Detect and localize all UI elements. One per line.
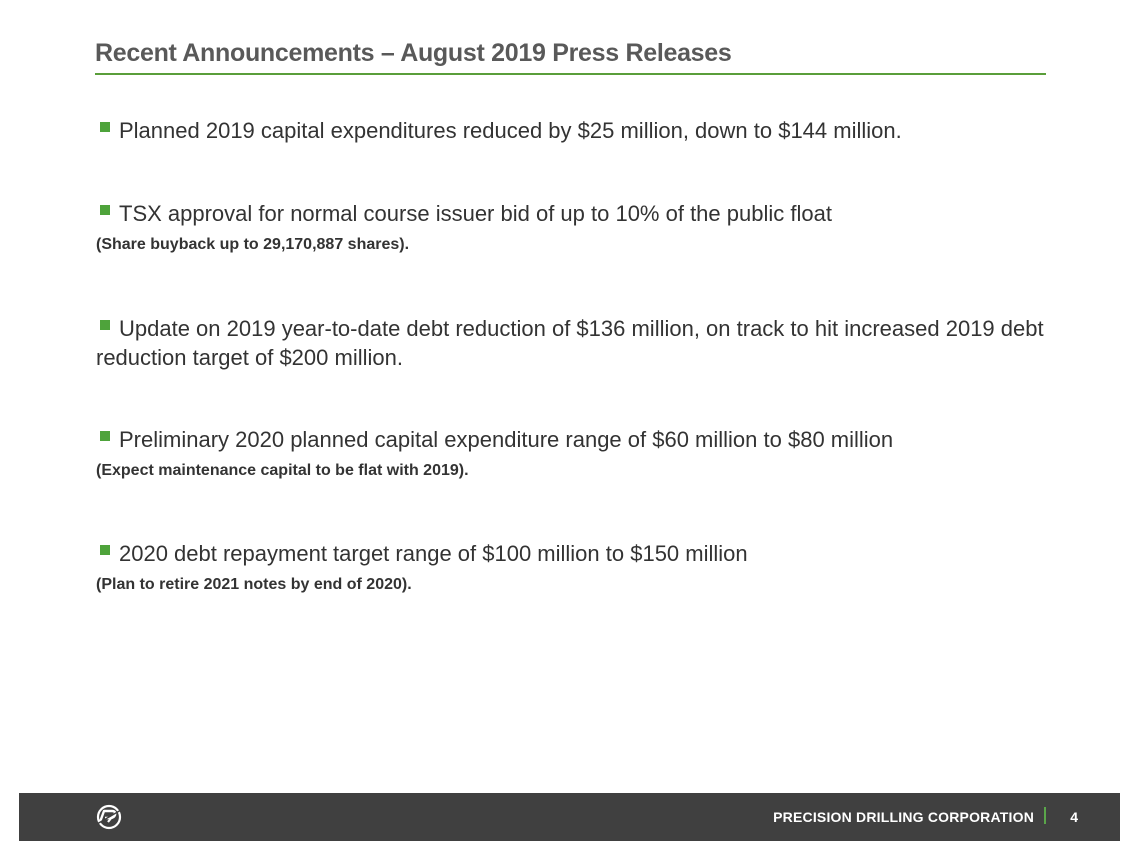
bullet-item <box>96 116 1056 145</box>
bullet-item <box>96 425 1056 482</box>
bullet-text: Planned 2019 capital expenditures reduced by $25 million, down to $144 million. <box>119 118 902 143</box>
footer-company-name: PRECISION DRILLING CORPORATION <box>773 809 1034 825</box>
precision-drilling-logo-icon <box>94 803 124 831</box>
footer-divider <box>1044 807 1046 824</box>
bullet-square-icon <box>100 431 110 441</box>
page-number: 4 <box>1070 809 1078 825</box>
title-divider <box>95 73 1046 75</box>
bullet-square-icon <box>100 122 110 132</box>
bullet-square-icon <box>100 320 110 330</box>
bullet-item <box>96 539 1056 596</box>
bullet-note: (Share buyback up to 29,170,887 shares). <box>96 236 410 253</box>
bullet-text: TSX approval for normal course issuer bid of up to 10% of the public float <box>119 201 832 226</box>
bullet-note: (Expect maintenance capital to be flat with 2019). <box>96 462 469 479</box>
bullet-square-icon <box>100 205 110 215</box>
bullet-text: Update on 2019 year-to-date debt reduction of $136 million, on track to hit increased 2019 debt reduction target of $200 million. <box>96 316 1044 370</box>
bullet-note: (Plan to retire 2021 notes by end of 2020). <box>96 576 412 593</box>
slide-title: Recent Announcements – August 2019 Press Releases <box>95 39 732 67</box>
bullet-item <box>96 199 1056 256</box>
bullet-item <box>96 314 1056 372</box>
bullet-text: 2020 debt repayment target range of $100 million to $150 million <box>119 541 748 566</box>
footer-bar <box>19 793 1120 841</box>
bullet-square-icon <box>100 545 110 555</box>
bullet-text: Preliminary 2020 planned capital expenditure range of $60 million to $80 million <box>119 427 894 452</box>
